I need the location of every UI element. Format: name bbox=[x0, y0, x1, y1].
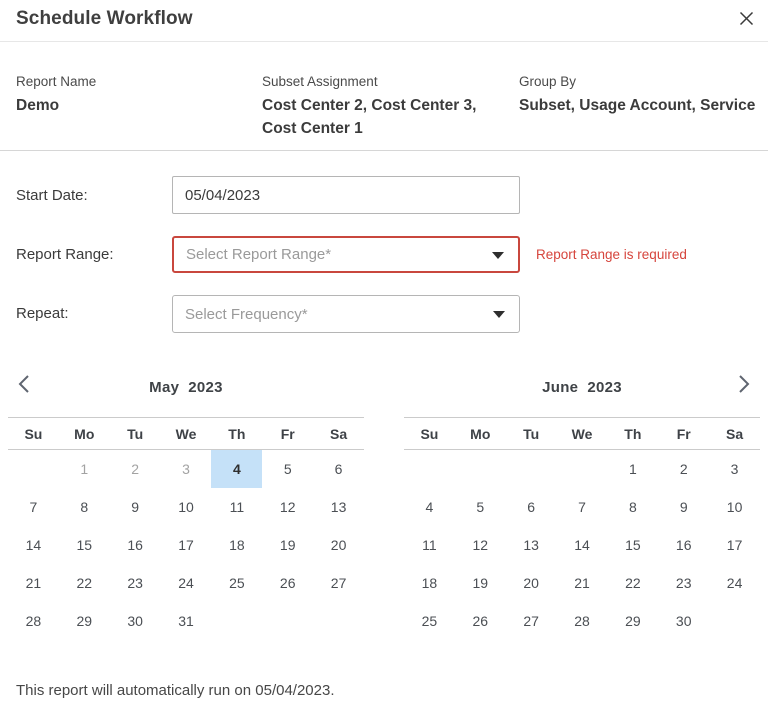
calendar-day[interactable]: 22 bbox=[76, 575, 93, 591]
summary-value: Subset, Usage Account, Service bbox=[519, 97, 756, 114]
calendar-day: 2 bbox=[131, 461, 140, 477]
calendar-day[interactable]: 10 bbox=[726, 499, 743, 515]
chevron-right-icon bbox=[731, 372, 755, 399]
weekday-label: We bbox=[175, 425, 197, 442]
weekday-label: Tu bbox=[127, 425, 144, 442]
calendar-day[interactable]: 7 bbox=[29, 499, 38, 515]
summary-value: Cost Center 2, Cost Center 3, Cost Center 1 bbox=[262, 97, 477, 137]
weekday-label: We bbox=[571, 425, 593, 442]
chevron-left-icon bbox=[13, 372, 37, 399]
calendar-day[interactable]: 27 bbox=[330, 575, 347, 591]
calendar-day[interactable]: 22 bbox=[625, 575, 641, 591]
repeat-label: Repeat: bbox=[16, 305, 69, 322]
close-button[interactable] bbox=[732, 6, 760, 34]
calendar-day[interactable]: 2 bbox=[679, 461, 688, 477]
start-date-input[interactable] bbox=[172, 176, 520, 214]
calendar-day[interactable]: 12 bbox=[279, 499, 296, 515]
calendar-day[interactable]: 12 bbox=[472, 537, 489, 553]
calendar-day[interactable]: 1 bbox=[628, 461, 637, 477]
calendar-day[interactable]: 30 bbox=[675, 613, 692, 629]
calendar-day[interactable]: 26 bbox=[472, 613, 489, 629]
calendar-day[interactable]: 20 bbox=[523, 575, 539, 591]
summary-label: Subset Assignment bbox=[262, 74, 378, 89]
weekday-label: Mo bbox=[470, 425, 491, 442]
calendar-may bbox=[8, 365, 364, 640]
month-title bbox=[149, 379, 223, 396]
calendar-day[interactable]: 16 bbox=[127, 537, 143, 553]
calendar-day[interactable]: 17 bbox=[726, 537, 743, 553]
month-name: May bbox=[149, 378, 180, 396]
calendar-june bbox=[404, 365, 760, 640]
calendar-day[interactable]: 6 bbox=[334, 461, 343, 477]
day-grid bbox=[8, 450, 364, 640]
calendar-day[interactable]: 31 bbox=[178, 613, 194, 629]
summary-label: Group By bbox=[519, 74, 577, 89]
calendar-day[interactable]: 13 bbox=[330, 499, 347, 515]
calendar-day[interactable]: 19 bbox=[472, 575, 489, 591]
calendar-day-empty bbox=[8, 450, 59, 488]
weekday-label: Tu bbox=[523, 425, 540, 442]
calendar-day[interactable]: 7 bbox=[578, 499, 586, 515]
calendar-day[interactable]: 16 bbox=[675, 537, 692, 553]
divider bbox=[0, 150, 768, 151]
calendar-day[interactable]: 28 bbox=[574, 613, 590, 629]
chevron-down-icon bbox=[493, 311, 505, 318]
chevron-down-icon bbox=[492, 252, 504, 259]
calendar-day[interactable]: 25 bbox=[421, 613, 438, 629]
calendar-header bbox=[8, 365, 364, 417]
calendar-day: 1 bbox=[80, 461, 89, 477]
summary-value: Demo bbox=[16, 97, 60, 114]
report-range-placeholder: Select Report Range* bbox=[186, 246, 332, 263]
calendar-day[interactable]: 10 bbox=[178, 499, 194, 515]
weekday-label: Th bbox=[624, 425, 642, 442]
report-range-error: Report Range is required bbox=[536, 247, 687, 262]
calendar-day[interactable]: 15 bbox=[625, 537, 641, 553]
next-month-button[interactable] bbox=[728, 370, 758, 400]
start-date-label: Start Date: bbox=[16, 187, 88, 204]
calendar-day-empty bbox=[404, 450, 455, 488]
weekday-label: Fr bbox=[280, 425, 295, 442]
close-icon bbox=[739, 11, 754, 29]
calendar-day[interactable]: 9 bbox=[679, 499, 688, 515]
calendar-header bbox=[404, 365, 760, 417]
prev-month-button[interactable] bbox=[10, 370, 40, 400]
calendar-day[interactable]: 30 bbox=[127, 613, 143, 629]
calendar-day-empty bbox=[506, 450, 557, 488]
calendar-day[interactable]: 6 bbox=[527, 499, 536, 515]
calendar-day[interactable]: 14 bbox=[25, 537, 42, 553]
calendar-day[interactable]: 23 bbox=[127, 575, 143, 591]
calendar-day[interactable]: 8 bbox=[80, 499, 89, 515]
calendar-day[interactable]: 3 bbox=[730, 461, 739, 477]
month-name: June bbox=[542, 378, 579, 396]
calendar-day[interactable]: 5 bbox=[476, 499, 485, 515]
weekday-label: Sa bbox=[330, 425, 348, 442]
report-range-select[interactable] bbox=[172, 236, 520, 273]
calendar-day[interactable]: 21 bbox=[25, 575, 42, 591]
calendar-day[interactable]: 18 bbox=[229, 537, 245, 553]
calendar-day[interactable]: 24 bbox=[726, 575, 743, 591]
calendar-day[interactable]: 9 bbox=[131, 499, 140, 515]
weekday-row bbox=[404, 417, 760, 450]
calendar-day[interactable]: 13 bbox=[523, 537, 539, 553]
calendar-day-empty bbox=[557, 450, 608, 488]
calendar-day[interactable]: 23 bbox=[675, 575, 692, 591]
summary-field-subset-assignment bbox=[262, 74, 512, 140]
summary-field-report-name bbox=[16, 74, 246, 117]
month-title bbox=[542, 379, 622, 396]
calendar-day[interactable]: 18 bbox=[421, 575, 438, 591]
calendar-day[interactable]: 15 bbox=[76, 537, 93, 553]
calendar-day[interactable]: 11 bbox=[229, 499, 245, 515]
day-grid bbox=[404, 450, 760, 640]
report-range-label: Report Range: bbox=[16, 246, 114, 263]
weekday-label: Su bbox=[420, 425, 439, 442]
calendar-day[interactable]: 8 bbox=[628, 499, 637, 515]
modal-title: Schedule Workflow bbox=[16, 8, 193, 29]
weekday-label: Sa bbox=[726, 425, 744, 442]
repeat-select[interactable] bbox=[172, 295, 520, 333]
calendar-day[interactable]: 19 bbox=[279, 537, 296, 553]
summary-label: Report Name bbox=[16, 74, 97, 89]
calendar-day-selected[interactable]: 4 bbox=[211, 450, 262, 488]
calendar-day[interactable]: 29 bbox=[625, 613, 641, 629]
calendar-day[interactable]: 5 bbox=[283, 461, 292, 477]
calendar-day[interactable]: 11 bbox=[422, 537, 437, 553]
calendar-day[interactable]: 25 bbox=[229, 575, 245, 591]
month-year: 2023 bbox=[587, 378, 622, 396]
calendar-day[interactable]: 20 bbox=[330, 537, 347, 553]
calendar-day[interactable]: 26 bbox=[279, 575, 296, 591]
calendar-day[interactable]: 24 bbox=[178, 575, 194, 591]
weekday-label: Fr bbox=[676, 425, 691, 442]
calendar-day[interactable]: 28 bbox=[25, 613, 42, 629]
summary-field-group-by bbox=[519, 74, 764, 117]
modal-header bbox=[0, 0, 768, 42]
calendar-day[interactable]: 4 bbox=[425, 499, 434, 515]
weekday-label: Su bbox=[24, 425, 43, 442]
calendar-day[interactable]: 27 bbox=[523, 613, 539, 629]
calendar-day[interactable]: 21 bbox=[574, 575, 590, 591]
calendar-day[interactable]: 17 bbox=[178, 537, 194, 553]
weekday-label: Th bbox=[228, 425, 246, 442]
weekday-label: Mo bbox=[74, 425, 95, 442]
calendar-day[interactable]: 29 bbox=[76, 613, 93, 629]
calendar-day-empty bbox=[455, 450, 506, 488]
month-year: 2023 bbox=[188, 378, 223, 396]
calendar-day: 3 bbox=[182, 461, 190, 477]
weekday-row bbox=[8, 417, 364, 450]
calendar-day[interactable]: 14 bbox=[574, 537, 590, 553]
auto-run-note: This report will automatically run on 05/04/2023. bbox=[16, 682, 335, 699]
repeat-placeholder: Select Frequency* bbox=[185, 305, 308, 323]
